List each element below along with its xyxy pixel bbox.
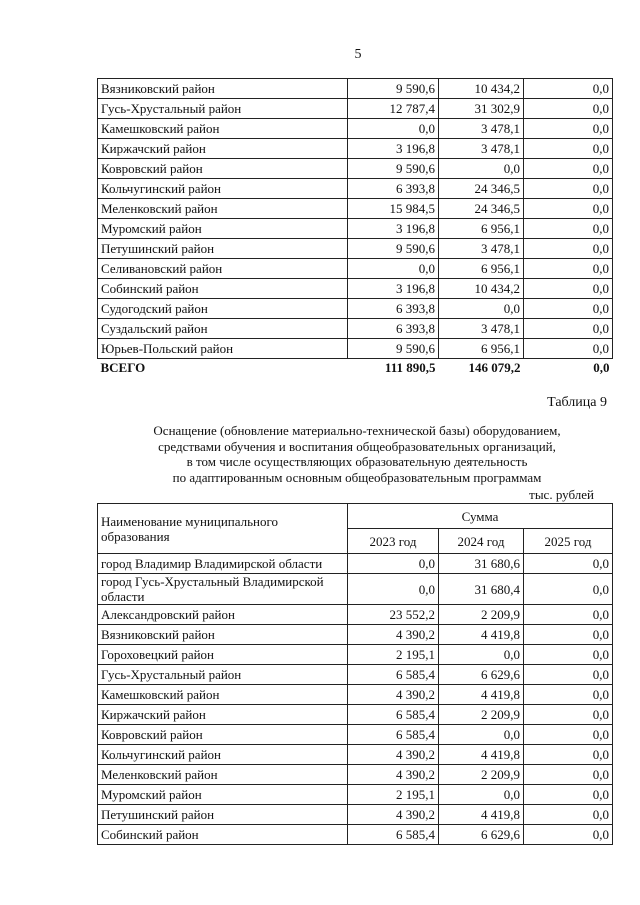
amount-cell: 2 195,1: [348, 785, 439, 805]
table-row: [98, 805, 613, 825]
header-year: 2024 год: [439, 529, 524, 554]
amount-cell: 0,0: [524, 665, 613, 685]
amount-cell: 6 956,1: [439, 219, 524, 239]
amount-cell: 0,0: [524, 554, 613, 574]
header-year: 2023 год: [348, 529, 439, 554]
amount-cell: 4 419,8: [439, 745, 524, 765]
municipality-name: Петушинский район: [98, 239, 348, 259]
amount-cell: 31 680,4: [439, 574, 524, 605]
amount-cell: 3 196,8: [348, 279, 439, 299]
table-row: [98, 605, 613, 625]
table-row: [98, 785, 613, 805]
amount-cell: 0,0: [524, 745, 613, 765]
amount-cell: 0,0: [524, 119, 613, 139]
municipality-name: Юрьев-Польский район: [98, 339, 348, 359]
municipality-name: город Гусь-Хрустальный Владимирской области: [98, 574, 348, 605]
municipality-name: Меленковский район: [98, 199, 348, 219]
amount-cell: 6 585,4: [348, 725, 439, 745]
amount-cell: 0,0: [524, 574, 613, 605]
municipality-name: Гусь-Хрустальный район: [98, 665, 348, 685]
amount-cell: 9 590,6: [348, 339, 439, 359]
amount-cell: 9 590,6: [348, 239, 439, 259]
amount-cell: 0,0: [524, 219, 613, 239]
title-line: по адаптированным основным общеобразовательным программам: [172, 469, 542, 485]
amount-cell: 6 629,6: [439, 825, 524, 845]
table-row: [98, 159, 613, 179]
total-row: [98, 359, 613, 376]
municipality-name: Гусь-Хрустальный район: [98, 99, 348, 119]
amount-cell: 4 390,2: [348, 745, 439, 765]
table-label: Таблица 9: [547, 395, 607, 410]
amount-cell: 0,0: [439, 785, 524, 805]
amount-cell: 4 390,2: [348, 765, 439, 785]
municipality-name: Вязниковский район: [98, 79, 348, 99]
municipality-name: Собинский район: [98, 825, 348, 845]
total-amount: 111 890,5: [384, 359, 436, 375]
amount-cell: 0,0: [524, 725, 613, 745]
amount-cell: 0,0: [524, 159, 613, 179]
amount-cell: 24 346,5: [439, 179, 524, 199]
amount-cell: 3 478,1: [439, 119, 524, 139]
amount-cell: 0,0: [524, 625, 613, 645]
table-row: [98, 825, 613, 845]
amount-cell: 0,0: [524, 805, 613, 825]
amount-cell: 0,0: [348, 574, 439, 605]
total-amount: 0,0: [593, 359, 610, 375]
table-title: [97, 423, 617, 485]
amount-cell: 2 195,1: [348, 645, 439, 665]
amount-cell: 24 346,5: [439, 199, 524, 219]
amount-cell: 15 984,5: [348, 199, 439, 219]
municipality-name: Киржачский район: [98, 705, 348, 725]
amount-cell: 4 419,8: [439, 805, 524, 825]
amount-cell: 3 478,1: [439, 139, 524, 159]
header-year: 2025 год: [524, 529, 613, 554]
amount-cell: 0,0: [524, 259, 613, 279]
amount-cell: 6 585,4: [348, 665, 439, 685]
table-row: [98, 279, 613, 299]
amount-cell: 3 478,1: [439, 319, 524, 339]
table-row: [98, 79, 613, 99]
amount-cell: 0,0: [439, 725, 524, 745]
amount-cell: 31 302,9: [439, 99, 524, 119]
page-number: 5: [354, 47, 362, 62]
municipality-name: Кольчугинский район: [98, 179, 348, 199]
table-row: [98, 665, 613, 685]
amount-cell: 6 585,4: [348, 825, 439, 845]
table-row: [98, 299, 613, 319]
title-line: средствами обучения и воспитания общеобразовательных организаций,: [158, 438, 556, 454]
amount-cell: 0,0: [524, 705, 613, 725]
table-row: [98, 645, 613, 665]
amount-cell: 2 209,9: [439, 605, 524, 625]
amount-cell: 0,0: [524, 279, 613, 299]
municipality-name: Камешковский район: [98, 685, 348, 705]
amount-cell: 6 629,6: [439, 665, 524, 685]
amount-cell: 9 590,6: [348, 159, 439, 179]
table-row: [98, 99, 613, 119]
amount-cell: 0,0: [524, 99, 613, 119]
table-row: [98, 319, 613, 339]
total-amount: 146 079,2: [468, 359, 521, 375]
municipality-name: Муромский район: [98, 219, 348, 239]
table-row: [98, 239, 613, 259]
title-line: в том числе осуществляющих образовательную деятельность: [186, 454, 528, 469]
amount-cell: 0,0: [524, 339, 613, 359]
table-row: [98, 725, 613, 745]
amount-cell: 4 390,2: [348, 805, 439, 825]
header-sum: Сумма: [348, 504, 613, 529]
table-row: [98, 119, 613, 139]
table-row: [98, 705, 613, 725]
header-name: Наименование муниципального образования: [98, 504, 348, 554]
amount-cell: 2 209,9: [439, 705, 524, 725]
municipality-name: Ковровский район: [98, 159, 348, 179]
units-label: тыс. рублей: [529, 487, 594, 502]
amount-cell: 0,0: [524, 685, 613, 705]
municipality-name: Кольчугинский район: [98, 745, 348, 765]
amount-cell: 0,0: [439, 159, 524, 179]
amount-cell: 4 419,8: [439, 685, 524, 705]
municipality-name: Меленковский район: [98, 765, 348, 785]
amount-cell: 6 393,8: [348, 299, 439, 319]
amount-cell: 0,0: [348, 554, 439, 574]
municipality-name: Вязниковский район: [98, 625, 348, 645]
amount-cell: 0,0: [524, 785, 613, 805]
amount-cell: 0,0: [524, 199, 613, 219]
amount-cell: 4 390,2: [348, 685, 439, 705]
municipality-name: Селивановский район: [98, 259, 348, 279]
table-row: [98, 339, 613, 359]
municipality-name: Петушинский район: [98, 805, 348, 825]
table-row: [98, 259, 613, 279]
amount-cell: 23 552,2: [348, 605, 439, 625]
municipality-name: Камешковский район: [98, 119, 348, 139]
amount-cell: 4 390,2: [348, 625, 439, 645]
amount-cell: 0,0: [348, 259, 439, 279]
amount-cell: 6 956,1: [439, 339, 524, 359]
municipality-name: Александровский район: [98, 605, 348, 625]
total-label: ВСЕГО: [100, 359, 146, 375]
amount-cell: 12 787,4: [348, 99, 439, 119]
table-row: [98, 685, 613, 705]
municipality-name: Гороховецкий район: [98, 645, 348, 665]
amount-cell: 4 419,8: [439, 625, 524, 645]
municipality-name: Судогодский район: [98, 299, 348, 319]
amount-cell: 0,0: [524, 179, 613, 199]
amount-cell: 0,0: [524, 645, 613, 665]
table-row: [98, 625, 613, 645]
table-row: [98, 219, 613, 239]
municipality-name: Собинский район: [98, 279, 348, 299]
table-row: [98, 199, 613, 219]
amount-cell: 10 434,2: [439, 279, 524, 299]
amount-cell: 0,0: [524, 299, 613, 319]
amount-cell: 10 434,2: [439, 79, 524, 99]
amount-cell: 0,0: [524, 765, 613, 785]
amount-cell: 6 393,8: [348, 179, 439, 199]
table-previous: [97, 78, 613, 375]
table-row: [98, 574, 613, 605]
amount-cell: 0,0: [524, 605, 613, 625]
amount-cell: 2 209,9: [439, 765, 524, 785]
amount-cell: 3 478,1: [439, 239, 524, 259]
amount-cell: 0,0: [439, 299, 524, 319]
amount-cell: 0,0: [524, 319, 613, 339]
amount-cell: 6 585,4: [348, 705, 439, 725]
municipality-name: Суздальский район: [98, 319, 348, 339]
table-row: [98, 179, 613, 199]
table-row: [98, 554, 613, 574]
municipality-name: город Владимир Владимирской области: [98, 554, 348, 574]
amount-cell: 3 196,8: [348, 139, 439, 159]
municipality-name: Киржачский район: [98, 139, 348, 159]
table-row: [98, 745, 613, 765]
table-row: [98, 765, 613, 785]
amount-cell: 6 956,1: [439, 259, 524, 279]
table-9: [97, 503, 613, 845]
municipality-name: Ковровский район: [98, 725, 348, 745]
amount-cell: 0,0: [348, 119, 439, 139]
amount-cell: 31 680,6: [439, 554, 524, 574]
amount-cell: 0,0: [524, 825, 613, 845]
title-line: Оснащение (обновление материально-технической базы) оборудованием,: [153, 423, 561, 438]
municipality-name: Муромский район: [98, 785, 348, 805]
amount-cell: 9 590,6: [348, 79, 439, 99]
amount-cell: 3 196,8: [348, 219, 439, 239]
amount-cell: 6 393,8: [348, 319, 439, 339]
amount-cell: 0,0: [524, 239, 613, 259]
amount-cell: 0,0: [439, 645, 524, 665]
amount-cell: 0,0: [524, 139, 613, 159]
amount-cell: 0,0: [524, 79, 613, 99]
table-row: [98, 139, 613, 159]
